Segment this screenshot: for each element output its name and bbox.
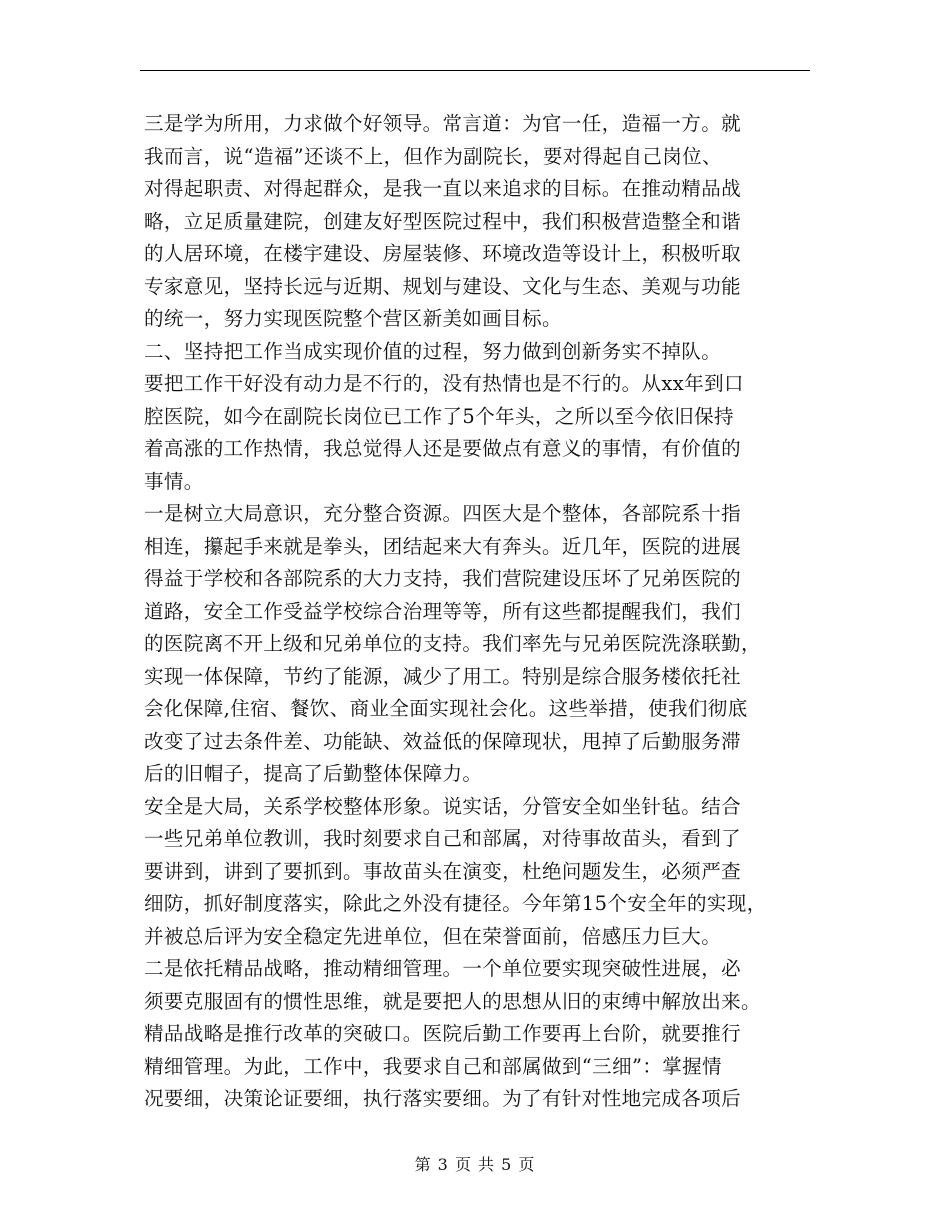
page-number-footer: 第 3 页 共 5 页: [414, 1155, 536, 1174]
text-line: 得益于学校和各部院系的大力支持，我们营院建设压坏了兄弟医院的: [144, 567, 742, 590]
text-line: 安全是大局，关系学校整体形象。说实话，分管安全如坐针毡。结合: [144, 794, 742, 818]
text-line: 要讲到，讲到了要抓到。事故苗头在演变，杜绝问题发生，必须严查: [144, 859, 742, 883]
text-line: 后的旧帽子，提高了后勤整体保障力。: [144, 762, 483, 785]
text-line: 的医院离不开上级和兄弟单位的支持。我们率先与兄弟医院洗涤联勤，: [144, 632, 761, 655]
text-line: 改变了过去条件差、功能缺、效益低的保障现状，甩掉了后勤服务滞: [144, 729, 742, 753]
text-line: 一是树立大局意识，充分整合资源。四医大是个整体，各部院系十指: [144, 502, 742, 525]
text-line: 精品战略是推行改革的突破口。医院后勤工作要再上台阶，就要推行: [144, 1022, 742, 1045]
text-line: 一些兄弟单位教训，我时刻要求自己和部属，对待事故苗头，看到了: [144, 827, 742, 850]
text-line: 细防，抓好制度落实，除此之外没有捷径。今年第15个安全年的实现，: [144, 892, 767, 915]
body-text: [144, 108, 814, 1116]
section-heading: 二、坚持把工作当成实现价值的过程，努力做到创新务实不掉队。: [144, 339, 722, 363]
text-line: 并被总后评为安全稳定先进单位，但在荣誉面前，倍感压力巨大。: [144, 924, 722, 948]
text-line: 略，立足质量建院，创建友好型医院过程中，我们积极营造整全和谐: [144, 209, 742, 233]
text-line: 我而言，说“造福”还谈不上，但作为副院长，要对得起自己岗位、: [144, 144, 722, 168]
header-rule: [140, 70, 810, 71]
text-line: 要把工作干好没有动力是不行的，没有热情也是不行的。从xx年到口: [144, 372, 744, 395]
text-line: 道路，安全工作受益学校综合治理等等，所有这些都提醒我们，我们: [144, 599, 742, 623]
text-line: 着高涨的工作热情，我总觉得人还是要做点有意义的事情，有价值的: [144, 437, 742, 460]
text-line: 的统一，努力实现医院整个营区新美如画目标。: [144, 307, 562, 330]
text-line: 对得起职责、对得起群众，是我一直以来追求的目标。在推动精品战: [144, 177, 742, 200]
text-line: 的人居环境，在楼宇建设、房屋装修、环境改造等设计上，积极听取: [144, 242, 742, 265]
text-line: 二是依托精品战略，推动精细管理。一个单位要实现突破性进展，必: [144, 957, 742, 980]
text-line: 事情。: [144, 469, 204, 493]
text-line: 实现一体保障，节约了能源，减少了用工。特别是综合服务楼依托社: [144, 664, 742, 688]
text-line: 精细管理。为此，工作中，我要求自己和部属做到“三细”：掌握情: [144, 1054, 722, 1078]
text-line: 三是学为所用，力求做个好领导。常言道：为官一任，造福一方。就: [144, 112, 742, 135]
text-line: 相连，攥起手来就是拳头，团结起来大有奔头。近几年，医院的进展: [144, 534, 742, 558]
text-line: 专家意见，坚持长远与近期、规划与建设、文化与生态、美观与功能: [144, 274, 742, 298]
text-line: 况要细，决策论证要细，执行落实要细。为了有针对性地完成各项后: [144, 1087, 742, 1110]
text-line: 会化保障,住宿、餐饮、商业全面实现社会化。这些举措，使我们彻底: [144, 697, 748, 720]
text-line: 须要克服固有的惯性思维，就是要把人的思想从旧的束缚中解放出来。: [144, 989, 761, 1013]
text-line: 腔医院，如今在副院长岗位已工作了5个年头，之所以至今依旧保持: [144, 404, 734, 428]
